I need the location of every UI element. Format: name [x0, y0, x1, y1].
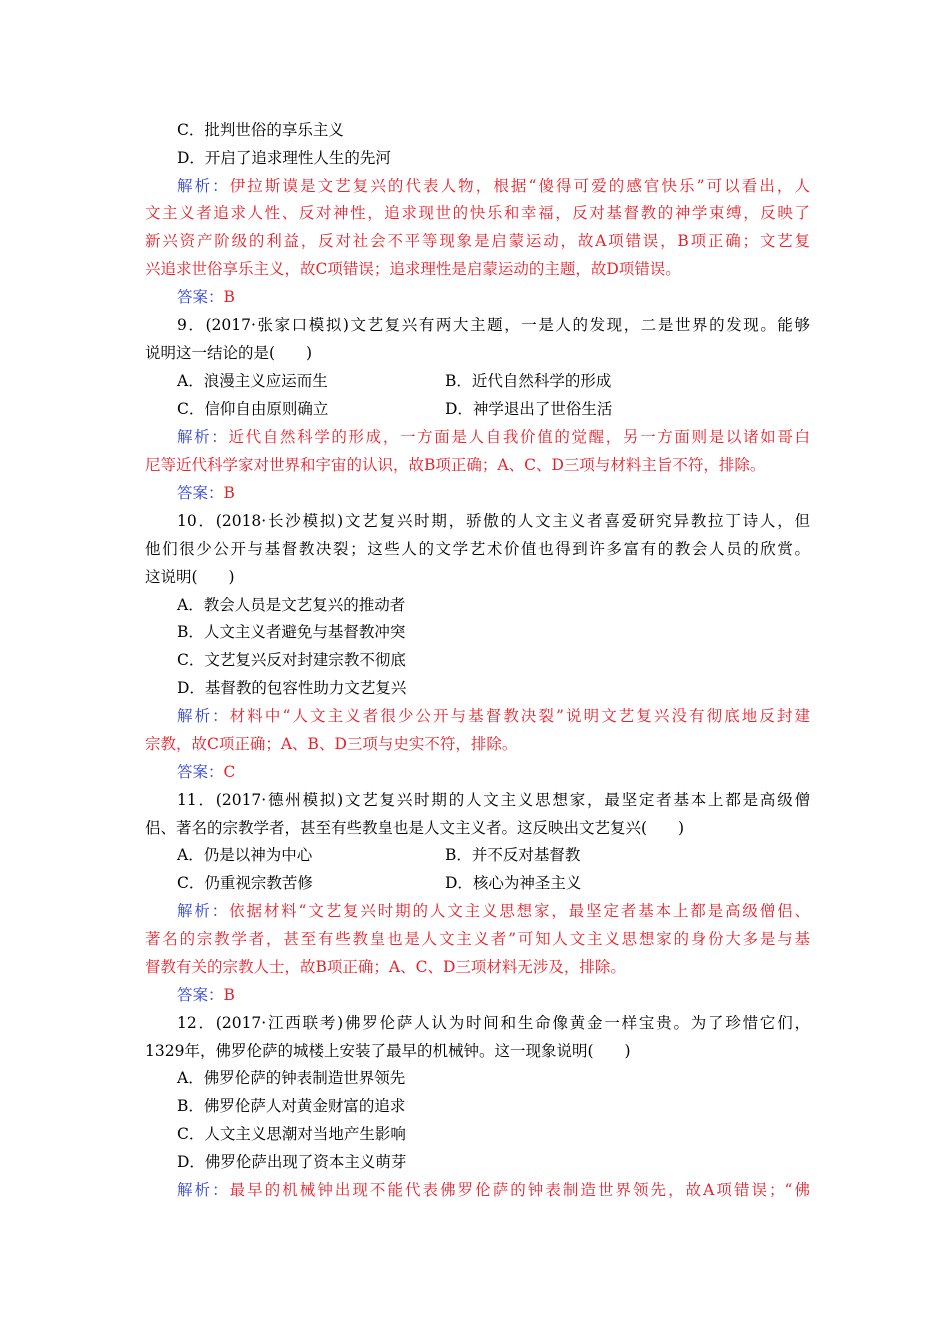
q9-option-b: B．近代自然科学的形成 — [445, 372, 612, 390]
explanation-label: 解析： — [177, 1181, 230, 1199]
q9-option-a: A．浪漫主义应运而生 — [177, 372, 328, 390]
q11-explanation-line: 解析：依据材料“文艺复兴时期的人文主义思想家，最坚定者基本上都是高级僧侣、 — [177, 902, 810, 920]
answer-value: B — [223, 288, 235, 306]
q11-option-c: C．仍重视宗教苦修 — [177, 874, 313, 892]
q10-stem: 10．(2018·长沙模拟)文艺复兴时期，骄傲的人文主义者喜爱研究异教拉丁诗人，但 — [177, 512, 810, 530]
q11-explanation-line: 著名的宗教学者，甚至有些教皇也是人文主义者”可知人文主义思想家的身份大多是与基 — [145, 930, 810, 948]
answer-value: B — [223, 986, 235, 1004]
q8-explanation-line: 解析：伊拉斯谟是文艺复兴的代表人物，根据“傻得可爱的感官快乐”可以看出，人 — [177, 177, 810, 195]
explanation-label: 解析： — [177, 177, 230, 195]
q11-option-b: B．并不反对基督教 — [445, 846, 581, 864]
q9-stem: 9．(2017·张家口模拟)文艺复兴有两大主题，一是人的发现，二是世界的发现。能够 — [177, 316, 810, 334]
answer-label: 答案： — [177, 484, 224, 502]
q9-option-c: C．信仰自由原则确立 — [177, 400, 329, 418]
q9-option-d: D．神学退出了世俗生活 — [445, 400, 613, 418]
answer-value: B — [223, 484, 235, 502]
q11-explanation-line: 督教有关的宗教人士，故B项正确；A、C、D三项材料无涉及，排除。 — [145, 958, 626, 976]
q9-stem: 说明这一结论的是( ) — [145, 344, 313, 362]
q11-option-d: D．核心为神圣主义 — [445, 874, 582, 892]
q12-stem: 12．(2017·江西联考)佛罗伦萨人认为时间和生命像黄金一样宝贵。为了珍惜它们， — [177, 1014, 810, 1032]
q10-answer — [177, 760, 810, 784]
q10-option-b: B．人文主义者避免与基督教冲突 — [177, 623, 406, 641]
q12-option-a: A．佛罗伦萨的钟表制造世界领先 — [177, 1069, 406, 1087]
q12-option-c: C．人文主义思潮对当地产生影响 — [177, 1125, 406, 1143]
answer-label: 答案： — [177, 288, 224, 306]
q10-explanation-line: 解析：材料中“人文主义者很少公开与基督教决裂”说明文艺复兴没有彻底地反封建 — [177, 707, 810, 725]
q11-stem: 侣、著名的宗教学者，甚至有些教皇也是人文主义者。这反映出文艺复兴( ) — [145, 819, 685, 837]
q10-option-d: D．基督教的包容性助力文艺复兴 — [177, 679, 407, 697]
answer-label: 答案： — [177, 986, 224, 1004]
q10-option-a: A．教会人员是文艺复兴的推动者 — [177, 596, 406, 614]
explanation-label: 解析： — [177, 902, 230, 920]
q12-stem: 1329年，佛罗伦萨的城楼上安装了最早的机械钟。这一现象说明( ) — [145, 1042, 631, 1060]
q8-explanation-line: 文主义者追求人性、反对神性，追求现世的快乐和幸福，反对基督教的神学束缚，反映了 — [145, 204, 810, 222]
q12-option-b: B．佛罗伦萨人对黄金财富的追求 — [177, 1097, 406, 1115]
q10-explanation-line: 宗教，故C项正确；A、B、D三项与史实不符，排除。 — [145, 735, 518, 753]
q11-stem: 11．(2017·德州模拟)文艺复兴时期的人文主义思想家，最坚定者基本上都是高级僧 — [177, 791, 810, 809]
answer-label: 答案： — [177, 763, 224, 781]
q10-stem: 他们很少公开与基督教决裂；这些人的文学艺术价值也得到许多富有的教会人员的欣赏。 — [145, 540, 810, 558]
answer-value: C — [223, 763, 236, 781]
q10-option-c: C．文艺复兴反对封建宗教不彻底 — [177, 651, 406, 669]
q8-explanation-line: 兴追求世俗享乐主义，故C项错误；追求理性是启蒙运动的主题，故D项错误。 — [145, 260, 681, 278]
q10-stem: 这说明( ) — [145, 568, 235, 586]
q11-option-a: A．仍是以神为中心 — [177, 846, 313, 864]
q11-answer — [177, 983, 810, 1007]
explanation-label: 解析： — [177, 428, 229, 446]
q12-explanation-line: 解析：最早的机械钟出现不能代表佛罗伦萨的钟表制造世界领先，故A项错误；“佛 — [177, 1181, 810, 1199]
q9-explanation-line: 尼等近代科学家对世界和宇宙的认识，故B项正确；A、C、D三项与材料主旨不符，排除。 — [145, 456, 766, 474]
q9-explanation-line: 解析：近代自然科学的形成，一方面是人自我价值的觉醒，另一方面则是以诸如哥白 — [177, 428, 810, 446]
q8-option-c: C．批判世俗的享乐主义 — [177, 121, 344, 139]
q8-option-d: D．开启了追求理性人生的先河 — [177, 149, 391, 167]
explanation-label: 解析： — [177, 707, 230, 725]
q8-answer — [177, 285, 810, 309]
q12-option-d: D．佛罗伦萨出现了资本主义萌芽 — [177, 1153, 407, 1171]
q8-explanation-line: 新兴资产阶级的利益，反对社会不平等现象是启蒙运动，故A项错误，B项正确；文艺复 — [145, 232, 810, 250]
q9-answer — [177, 481, 810, 505]
